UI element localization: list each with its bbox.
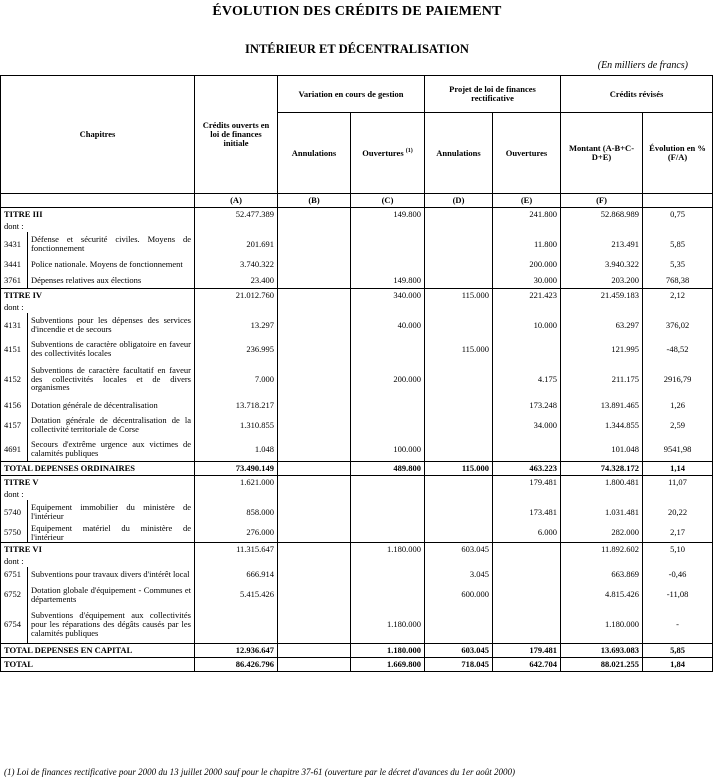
page-title: ÉVOLUTION DES CRÉDITS DE PAIEMENT	[212, 4, 502, 19]
cell-evolution: 768,38	[643, 272, 713, 289]
table-row	[1, 361, 713, 397]
header-evolution: Évolution en % (F/A)	[643, 113, 713, 194]
cell-credits-initiaux: 52.477.389	[195, 208, 278, 222]
cell-ouvertures-plfr	[493, 337, 561, 361]
empty-cell	[493, 302, 561, 313]
cell-ouvertures-plfr: 221.423	[493, 289, 561, 303]
cell-ouvertures-plfr: 30.000	[493, 272, 561, 289]
cell-ouvertures-plfr	[493, 567, 561, 583]
cell-credits-initiaux: 5.415.426	[195, 583, 278, 607]
total-label: TOTAL DEPENSES EN CAPITAL	[1, 643, 195, 657]
chapter-code: 4152	[1, 361, 28, 397]
cell-montant: 63.297	[561, 313, 643, 337]
table-row	[1, 337, 713, 361]
cell-ouvertures-plfr	[493, 437, 561, 462]
dont-label: dont :	[1, 302, 195, 313]
cell-annulations-plfr	[425, 413, 493, 437]
cell-annulations-plfr: 115.000	[425, 462, 493, 476]
cell-evolution: 1,14	[643, 462, 713, 476]
cell-ouvertures-plfr: 179.481	[493, 643, 561, 657]
header-credits-ouverts: Crédits ouverts en loi de finances initiale	[195, 76, 278, 194]
empty-cell	[351, 489, 425, 500]
cell-evolution: 1,26	[643, 397, 713, 413]
empty-cell	[195, 556, 278, 567]
table-row	[1, 489, 713, 500]
cell-evolution: 5,85	[643, 232, 713, 256]
cell-credits-initiaux: 3.740.322	[195, 256, 278, 272]
cell-annulations-plfr	[425, 232, 493, 256]
empty-cell	[351, 556, 425, 567]
cell-credits-initiaux: 12.936.647	[195, 643, 278, 657]
cell-ouvertures	[351, 256, 425, 272]
empty-cell	[561, 221, 643, 232]
empty-cell	[561, 489, 643, 500]
cell-ouvertures	[351, 583, 425, 607]
empty-cell	[195, 489, 278, 500]
cell-ouvertures-plfr: 173.248	[493, 397, 561, 413]
dont-label: dont :	[1, 489, 195, 500]
cell-evolution: -0,46	[643, 567, 713, 583]
cell-annulations-plfr: 115.000	[425, 289, 493, 303]
header-projet: Projet de loi de finances rectificative	[425, 76, 561, 113]
cell-annulations	[278, 542, 351, 556]
cell-ouvertures	[351, 500, 425, 524]
cell-annulations-plfr	[425, 361, 493, 397]
cell-evolution: 2916,79	[643, 361, 713, 397]
chapter-label: Dotation générale de décentralisation de la collectivité territoriale de Corse	[28, 413, 195, 437]
cell-annulations	[278, 476, 351, 490]
cell-ouvertures: 40.000	[351, 313, 425, 337]
cell-credits-initiaux: 276.000	[195, 524, 278, 542]
cell-credits-initiaux: 201.691	[195, 232, 278, 256]
cell-ouvertures: 1.180.000	[351, 542, 425, 556]
cell-ouvertures: 149.800	[351, 208, 425, 222]
cell-ouvertures: 1.180.000	[351, 607, 425, 644]
table-row	[1, 313, 713, 337]
cell-evolution: -48,52	[643, 337, 713, 361]
cell-annulations	[278, 413, 351, 437]
table-row	[1, 607, 713, 644]
cell-ouvertures	[351, 232, 425, 256]
cell-credits-initiaux: 86.426.796	[195, 657, 278, 671]
empty-cell	[351, 221, 425, 232]
cell-annulations	[278, 524, 351, 542]
header-variation: Variation en cours de gestion	[278, 76, 425, 113]
empty-cell	[278, 556, 351, 567]
header-letter-f: (F)	[561, 194, 643, 208]
cell-ouvertures	[351, 397, 425, 413]
cell-montant: 282.000	[561, 524, 643, 542]
cell-ouvertures-plfr: 179.481	[493, 476, 561, 490]
header-ouvertures-plfr: Ouvertures	[493, 113, 561, 194]
cell-ouvertures-plfr: 11.800	[493, 232, 561, 256]
cell-credits-initiaux: 73.490.149	[195, 462, 278, 476]
header-annulations-plfr: Annulations	[425, 113, 493, 194]
cell-ouvertures-plfr: 173.481	[493, 500, 561, 524]
cell-credits-initiaux: 666.914	[195, 567, 278, 583]
footnote: (1) Loi de finances rectificative pour 2000 du 13 juillet 2000 sauf pour le chapitre 37-61 (ouverture par le décret d'avances du 1er août 2000)	[4, 767, 515, 777]
cell-ouvertures-plfr: 241.800	[493, 208, 561, 222]
table-row	[1, 542, 713, 556]
cell-montant: 1.800.481	[561, 476, 643, 490]
cell-annulations-plfr: 600.000	[425, 583, 493, 607]
empty-cell	[643, 302, 713, 313]
cell-annulations	[278, 208, 351, 222]
empty-cell	[425, 556, 493, 567]
cell-montant: 213.491	[561, 232, 643, 256]
cell-annulations	[278, 337, 351, 361]
header-letter-e: (E)	[493, 194, 561, 208]
chapter-code: 4691	[1, 437, 28, 462]
chapter-label: Subventions pour travaux divers d'intérêt local	[28, 567, 195, 583]
header-letter-blank	[1, 194, 195, 208]
table-row	[1, 462, 713, 476]
empty-cell	[561, 302, 643, 313]
chapter-label: Subventions d'équipement aux collectivités pour les réparations des dégâts causés par les calamités publiques	[28, 607, 195, 644]
cell-evolution: 2,59	[643, 413, 713, 437]
cell-evolution: 0,75	[643, 208, 713, 222]
chapter-code: 6751	[1, 567, 28, 583]
cell-ouvertures-plfr: 34.000	[493, 413, 561, 437]
header-letter-a: (A)	[195, 194, 278, 208]
cell-credits-initiaux: 1.621.000	[195, 476, 278, 490]
cell-credits-initiaux: 23.400	[195, 272, 278, 289]
cell-annulations	[278, 232, 351, 256]
cell-ouvertures	[351, 476, 425, 490]
table-row	[1, 437, 713, 462]
cell-ouvertures-plfr	[493, 542, 561, 556]
chapter-code: 4151	[1, 337, 28, 361]
cell-annulations-plfr: 603.045	[425, 643, 493, 657]
cell-montant: 13.693.083	[561, 643, 643, 657]
cell-annulations	[278, 272, 351, 289]
titre-label: TITRE IV	[1, 289, 195, 303]
cell-evolution: 5,35	[643, 256, 713, 272]
table-row	[1, 500, 713, 524]
cell-montant: 101.048	[561, 437, 643, 462]
cell-ouvertures: 489.800	[351, 462, 425, 476]
table-row	[1, 256, 713, 272]
cell-credits-initiaux: 13.718.217	[195, 397, 278, 413]
cell-ouvertures-plfr: 4.175	[493, 361, 561, 397]
cell-annulations	[278, 567, 351, 583]
cell-annulations-plfr	[425, 524, 493, 542]
cell-montant: 3.940.322	[561, 256, 643, 272]
chapter-label: Police nationale. Moyens de fonctionnement	[28, 256, 195, 272]
cell-annulations	[278, 583, 351, 607]
table-row	[1, 232, 713, 256]
cell-montant: 203.200	[561, 272, 643, 289]
cell-annulations	[278, 361, 351, 397]
cell-ouvertures: 149.800	[351, 272, 425, 289]
cell-montant: 74.328.172	[561, 462, 643, 476]
footnote-ref: (1)	[405, 148, 413, 155]
cell-evolution: 376,02	[643, 313, 713, 337]
cell-evolution: 20,22	[643, 500, 713, 524]
cell-ouvertures	[351, 524, 425, 542]
cell-evolution: 2,17	[643, 524, 713, 542]
cell-montant: 88.021.255	[561, 657, 643, 671]
empty-cell	[561, 556, 643, 567]
chapter-label: Défense et sécurité civiles. Moyens de fonctionnement	[28, 232, 195, 256]
chapter-label: Subventions pour les dépenses des services d'incendie et de secours	[28, 313, 195, 337]
cell-ouvertures	[351, 337, 425, 361]
cell-annulations-plfr: 603.045	[425, 542, 493, 556]
cell-evolution: -11,08	[643, 583, 713, 607]
chapter-label: Equipement immobilier du ministère de l'intérieur	[28, 500, 195, 524]
chapter-code: 5740	[1, 500, 28, 524]
cell-credits-initiaux: 1.310.855	[195, 413, 278, 437]
table-row	[1, 413, 713, 437]
chapter-code: 4156	[1, 397, 28, 413]
cell-evolution: 11,07	[643, 476, 713, 490]
table-row	[1, 272, 713, 289]
header-letter-b: (B)	[278, 194, 351, 208]
cell-annulations	[278, 657, 351, 671]
empty-cell	[425, 302, 493, 313]
cell-annulations-plfr	[425, 476, 493, 490]
cell-montant: 211.175	[561, 361, 643, 397]
cell-ouvertures	[351, 413, 425, 437]
table-row	[1, 289, 713, 303]
cell-montant: 663.869	[561, 567, 643, 583]
cell-evolution: 5,10	[643, 542, 713, 556]
cell-ouvertures: 1.669.800	[351, 657, 425, 671]
table-row	[1, 657, 713, 671]
chapter-label: Subventions de caractère facultatif en faveur des collectivités locales et de divers organismes	[28, 361, 195, 397]
cell-credits-initiaux: 1.048	[195, 437, 278, 462]
cell-evolution: 9541,98	[643, 437, 713, 462]
header-annulations: Annulations	[278, 113, 351, 194]
cell-annulations	[278, 643, 351, 657]
cell-ouvertures-plfr	[493, 583, 561, 607]
empty-cell	[278, 221, 351, 232]
empty-cell	[643, 221, 713, 232]
table-row	[1, 524, 713, 542]
cell-credits-initiaux	[195, 607, 278, 644]
header-credits-revises: Crédits révisés	[561, 76, 713, 113]
dont-label: dont :	[1, 556, 195, 567]
cell-ouvertures-plfr: 642.704	[493, 657, 561, 671]
empty-cell	[195, 302, 278, 313]
cell-annulations-plfr	[425, 607, 493, 644]
table-row	[1, 397, 713, 413]
chapter-label: Dotation générale de décentralisation	[28, 397, 195, 413]
cell-ouvertures-plfr: 200.000	[493, 256, 561, 272]
table-row	[1, 567, 713, 583]
cell-annulations-plfr	[425, 208, 493, 222]
cell-annulations-plfr	[425, 437, 493, 462]
cell-ouvertures: 200.000	[351, 361, 425, 397]
cell-annulations-plfr: 3.045	[425, 567, 493, 583]
cell-annulations	[278, 462, 351, 476]
titre-label: TITRE V	[1, 476, 195, 490]
cell-ouvertures	[351, 567, 425, 583]
cell-montant: 121.995	[561, 337, 643, 361]
cell-montant: 52.868.989	[561, 208, 643, 222]
chapter-code: 5750	[1, 524, 28, 542]
empty-cell	[493, 556, 561, 567]
table-row	[1, 302, 713, 313]
header-letter-d: (D)	[425, 194, 493, 208]
total-label: TOTAL	[1, 657, 195, 671]
cell-montant: 21.459.183	[561, 289, 643, 303]
cell-montant: 1.180.000	[561, 607, 643, 644]
cell-annulations-plfr	[425, 272, 493, 289]
chapter-label: Equipement matériel du ministère de l'intérieur	[28, 524, 195, 542]
cell-montant: 4.815.426	[561, 583, 643, 607]
header-letter-c: (C)	[351, 194, 425, 208]
table-body	[1, 208, 713, 672]
dont-label: dont :	[1, 221, 195, 232]
chapter-code: 3441	[1, 256, 28, 272]
chapter-code: 3761	[1, 272, 28, 289]
chapter-code: 6754	[1, 607, 28, 644]
empty-cell	[493, 489, 561, 500]
table-row	[1, 221, 713, 232]
cell-credits-initiaux: 21.012.760	[195, 289, 278, 303]
chapter-label: Dépenses relatives aux élections	[28, 272, 195, 289]
cell-ouvertures-plfr: 6.000	[493, 524, 561, 542]
titre-label: TITRE III	[1, 208, 195, 222]
cell-annulations-plfr: 115.000	[425, 337, 493, 361]
page-subtitle: INTÉRIEUR ET DÉCENTRALISATION	[245, 42, 469, 56]
cell-annulations-plfr: 718.045	[425, 657, 493, 671]
cell-annulations	[278, 289, 351, 303]
total-label: TOTAL DEPENSES ORDINAIRES	[1, 462, 195, 476]
unit-note: (En milliers de francs)	[597, 60, 688, 71]
cell-montant: 1.031.481	[561, 500, 643, 524]
table-row	[1, 556, 713, 567]
cell-credits-initiaux: 13.297	[195, 313, 278, 337]
empty-cell	[195, 221, 278, 232]
cell-ouvertures-plfr: 10.000	[493, 313, 561, 337]
empty-cell	[278, 489, 351, 500]
cell-annulations-plfr	[425, 500, 493, 524]
cell-annulations	[278, 500, 351, 524]
credits-table	[0, 75, 713, 672]
chapter-code: 6752	[1, 583, 28, 607]
cell-evolution: 2,12	[643, 289, 713, 303]
cell-annulations	[278, 607, 351, 644]
empty-cell	[351, 302, 425, 313]
table-row	[1, 583, 713, 607]
header-letter-g	[643, 194, 713, 208]
header-montant: Montant (A-B+C-D+E)	[561, 113, 643, 194]
cell-evolution: 5,85	[643, 643, 713, 657]
cell-evolution: 1,84	[643, 657, 713, 671]
table-row	[1, 643, 713, 657]
empty-cell	[425, 489, 493, 500]
chapter-label: Subventions de caractère obligatoire en faveur des collectivités locales	[28, 337, 195, 361]
cell-annulations-plfr	[425, 313, 493, 337]
chapter-label: Dotation globale d'équipement - Communes et départements	[28, 583, 195, 607]
header-chapitres: Chapitres	[1, 76, 195, 194]
empty-cell	[643, 489, 713, 500]
cell-credits-initiaux: 7.000	[195, 361, 278, 397]
empty-cell	[643, 556, 713, 567]
cell-credits-initiaux: 11.315.647	[195, 542, 278, 556]
chapter-label: Secours d'extrême urgence aux victimes de calamités publiques	[28, 437, 195, 462]
header-ouvertures: Ouvertures $^{(1)}$	[351, 113, 425, 194]
cell-annulations	[278, 313, 351, 337]
cell-ouvertures: 340.000	[351, 289, 425, 303]
cell-montant: 13.891.465	[561, 397, 643, 413]
cell-ouvertures: 1.180.000	[351, 643, 425, 657]
cell-annulations	[278, 256, 351, 272]
table-row	[1, 208, 713, 222]
cell-annulations-plfr	[425, 397, 493, 413]
cell-montant: 11.892.602	[561, 542, 643, 556]
empty-cell	[425, 221, 493, 232]
cell-credits-initiaux: 858.000	[195, 500, 278, 524]
chapter-code: 4157	[1, 413, 28, 437]
cell-ouvertures-plfr	[493, 607, 561, 644]
chapter-code: 4131	[1, 313, 28, 337]
cell-annulations-plfr	[425, 256, 493, 272]
cell-annulations	[278, 397, 351, 413]
empty-cell	[493, 221, 561, 232]
cell-montant: 1.344.855	[561, 413, 643, 437]
cell-credits-initiaux: 236.995	[195, 337, 278, 361]
titre-label: TITRE VI	[1, 542, 195, 556]
empty-cell	[278, 302, 351, 313]
cell-ouvertures-plfr: 463.223	[493, 462, 561, 476]
cell-ouvertures: 100.000	[351, 437, 425, 462]
cell-annulations	[278, 437, 351, 462]
table-row	[1, 476, 713, 490]
cell-evolution: -	[643, 607, 713, 644]
chapter-code: 3431	[1, 232, 28, 256]
